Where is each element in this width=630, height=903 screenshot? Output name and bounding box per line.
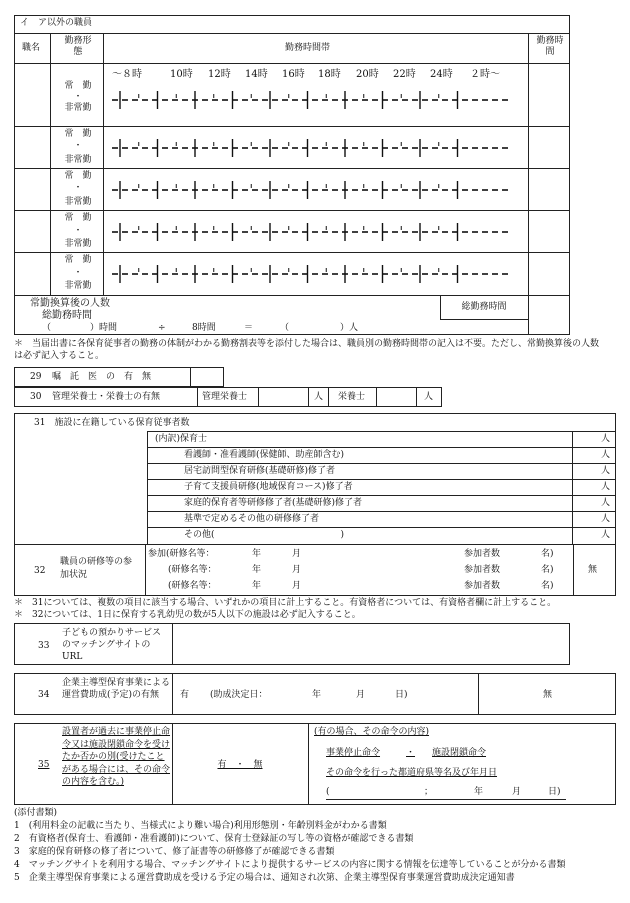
- row34-num: 34: [38, 690, 50, 700]
- training-count: 参加者数: [464, 549, 501, 559]
- staff-count-item: 居宅訪問型保育研修(基礎研修)修了者: [184, 466, 336, 476]
- training-month: 月: [292, 549, 302, 559]
- staff-count-item: (内訳)保育士: [155, 434, 208, 444]
- row32-label: 職員の研修等の参加状況: [60, 557, 133, 581]
- training-month: 月: [292, 565, 302, 575]
- row30-field2-label: 栄養士: [338, 392, 366, 402]
- work-type-dot: ・: [73, 92, 83, 102]
- unit-person: 人: [601, 530, 611, 540]
- staff-count-item: 家庭的保育者等研修修了者(基礎研修)修了者: [184, 498, 363, 508]
- header-work-type: 勤務形態: [64, 36, 92, 57]
- staff-count-item: その他( ): [184, 530, 345, 540]
- row32-none[interactable]: 無: [588, 565, 598, 575]
- fte-paren: （: [280, 323, 290, 333]
- row35-detail2: その命令を行った都道府県等名及び年月日: [326, 768, 498, 778]
- hour-label: 18時: [318, 69, 341, 80]
- row34-month: 月: [356, 690, 366, 700]
- attachment-item: 5 企業主導型保育事業による運営費助成を受ける予定の場合は、通知され次第、企業主導型保育事業運営費助成決定通知書: [14, 873, 515, 883]
- attachment-item: 3 家庭的保育研修の修了者について、修了証書等の研修修了が確認できる書類: [14, 847, 335, 857]
- fte-equals: ＝: [244, 323, 254, 333]
- order-day: 日): [548, 787, 561, 797]
- fte-open: （: [42, 323, 52, 333]
- row33-label: 子どもの預かりサービスのマッチングサイトのURL: [62, 628, 162, 663]
- fte-subtitle: 総勤務時間: [42, 310, 92, 321]
- row30-label: 管理栄養士・栄養士の有無: [52, 392, 161, 402]
- row29-label: 嘱 託 医 の 有 無: [52, 372, 152, 382]
- row35-label: 設置者が過去に事業停止命令又は施設閉鎖命令を受けたか否かの別(受けたことがある場合には、その命令の内容を含む。): [62, 727, 171, 788]
- order-dot: ・: [406, 748, 416, 758]
- staff-count-item: 子育て支援員研修(地域保育コース)修了者: [184, 482, 353, 492]
- training-unit: 名): [541, 565, 554, 575]
- training-month: 月: [292, 581, 302, 591]
- row35-num: 35: [38, 760, 50, 770]
- row30-field1-label: 管理栄養士: [202, 392, 248, 402]
- fte-title: 常勤換算後の人数: [30, 298, 110, 309]
- order-sep: ；: [424, 787, 434, 797]
- row29-num: 29: [30, 372, 42, 382]
- hour-label: ２時～: [470, 69, 500, 80]
- note-32: ＊ 32については、1日に保育する乳幼児の数が5人以下の施設は必ず記入すること。: [14, 610, 361, 620]
- hour-label: ～８時: [112, 69, 142, 80]
- training-year: 年: [252, 565, 262, 575]
- work-type-part: 非常勤: [64, 197, 92, 207]
- row34-yes[interactable]: 有: [180, 690, 190, 700]
- training-prefix: (研修名等：: [168, 581, 217, 591]
- row33-num: 33: [38, 641, 50, 651]
- unit-person: 人: [601, 434, 611, 444]
- row34-year: 年: [312, 690, 322, 700]
- unit-person: 人: [601, 450, 611, 460]
- training-count: 参加者数: [464, 565, 501, 575]
- fte-divide: ÷: [158, 323, 166, 333]
- work-type-dot: ・: [73, 226, 83, 236]
- work-type-dot: ・: [73, 268, 83, 278]
- work-type-full: 常 勤: [64, 129, 92, 139]
- staff-count-item: 看護師・准看護師(保健師、助産師含む): [184, 450, 345, 460]
- work-type-dot: ・: [73, 183, 83, 193]
- work-type-part: 非常勤: [64, 239, 92, 249]
- training-prefix: 参加(研修名等：: [148, 549, 215, 559]
- order-open: (: [326, 787, 330, 797]
- work-type-full: 常 勤: [64, 213, 92, 223]
- work-type-dot: ・: [73, 141, 83, 151]
- attachments-title: (添付書類): [14, 808, 58, 818]
- work-type-full: 常 勤: [64, 255, 92, 265]
- training-year: 年: [252, 549, 262, 559]
- row32-num: 32: [34, 566, 46, 576]
- attachment-item: 2 有資格者(保育士、看護師・准看護師)について、保育士登録証の写し等の資格が確認できる書類: [14, 834, 414, 844]
- attachment-item: 1 (利用料金の記載に当たり、当様式により難い場合)利用形態別・年齢別料金がわかる書類: [14, 821, 387, 831]
- training-count: 参加者数: [464, 581, 501, 591]
- order-suspension[interactable]: 事業停止命令: [326, 748, 381, 758]
- note-31: ＊ 31については、複数の項目に該当する場合、いずれかの項目に計上すること。有資格者については、有資格者欄に計上すること。: [14, 598, 557, 608]
- unit-person: 人: [601, 498, 611, 508]
- training-unit: 名): [541, 549, 554, 559]
- hour-label: 14時: [245, 69, 268, 80]
- hour-label: 12時: [208, 69, 231, 80]
- staff-note: ＊ 当届出書に各保育従事者の勤務の体制がわかる勤務割表等を添付した場合は、職員別の勤務時間帯の記入は不要。ただし、常勤換算後の人数は必ず記入すること。: [14, 339, 600, 362]
- order-closure[interactable]: 施設閉鎖命令: [432, 748, 487, 758]
- training-year: 年: [252, 581, 262, 591]
- work-type-part: 非常勤: [64, 155, 92, 165]
- work-type-full: 常 勤: [64, 171, 92, 181]
- training-prefix: (研修名等：: [168, 565, 217, 575]
- fte-person-unit: ）人: [340, 323, 359, 333]
- dietitian-count-input[interactable]: [259, 388, 307, 406]
- order-month: 月: [512, 787, 522, 797]
- total-hours-label: 総勤務時間: [461, 302, 507, 312]
- order-date-line[interactable]: [326, 787, 566, 800]
- header-hours: 勤務時間: [536, 36, 564, 57]
- row34-label: 企業主導型保育事業による運営費助成(予定)の有無: [62, 678, 171, 701]
- hour-label: 20時: [356, 69, 379, 80]
- training-unit: 名): [541, 581, 554, 591]
- header-time-band: 勤務時間帯: [285, 43, 331, 53]
- row35-detail-title: (有の場合、その命令の内容): [314, 727, 430, 737]
- hour-label: 16時: [282, 69, 305, 80]
- unit-person: 人: [601, 466, 611, 476]
- staff-count-item: 基準で定めるその他の研修修了者: [184, 514, 320, 524]
- attachment-item: 4 マッチングサイトを利用する場合、マッチングサイトにより提供するサービスの内容に関する情報を伝達等していることが分かる書類: [14, 860, 566, 870]
- fte-8h: 8時間: [192, 323, 216, 333]
- hour-label: 10時: [170, 69, 193, 80]
- fte-hours-unit: ）時間: [90, 323, 118, 333]
- work-type-full: 常 勤: [64, 81, 92, 91]
- unit-person: 人: [601, 514, 611, 524]
- shift-timelines: [0, 0, 630, 340]
- work-type-part: 非常勤: [64, 103, 92, 113]
- nutritionist-count-input[interactable]: [377, 388, 415, 406]
- row34-day: 日): [395, 690, 408, 700]
- row31-label: 31 施設に在籍している保育従事者数: [34, 418, 190, 428]
- matching-site-url-input[interactable]: [173, 624, 569, 664]
- staff-section-title: イ ア以外の職員: [20, 18, 93, 28]
- header-role: 職名: [22, 43, 41, 53]
- row30-unit2: 人: [424, 392, 434, 402]
- hour-label: 22時: [393, 69, 416, 80]
- work-type-part: 非常勤: [64, 281, 92, 291]
- row35-choice[interactable]: 有 ・ 無: [217, 760, 263, 770]
- row34-none[interactable]: 無: [543, 690, 553, 700]
- row34-date-label: (助成決定日：: [210, 690, 268, 700]
- order-year: 年: [474, 787, 484, 797]
- row30-unit1: 人: [314, 392, 324, 402]
- hour-label: 24時: [430, 69, 453, 80]
- unit-person: 人: [601, 482, 611, 492]
- row30-num: 30: [30, 392, 42, 402]
